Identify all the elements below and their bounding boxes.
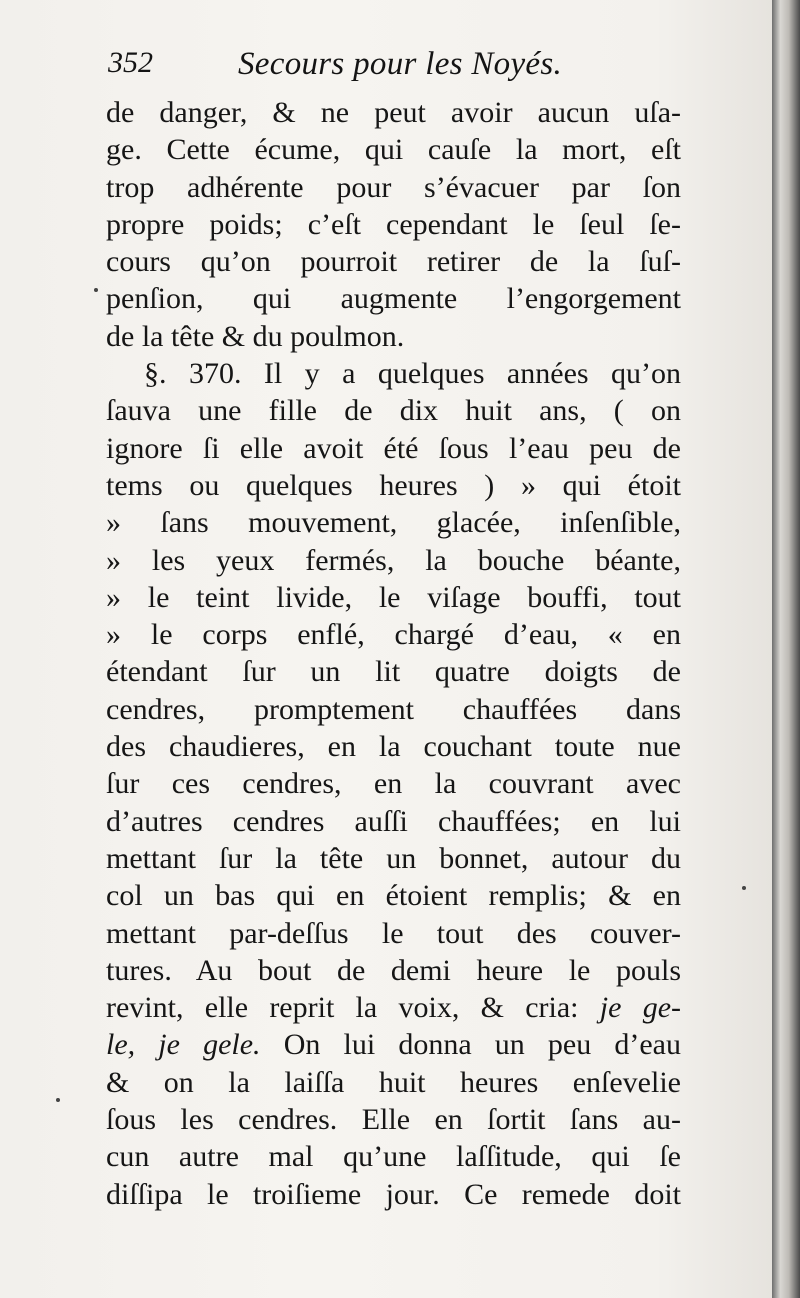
text-line: » le corps enflé, chargé d’eau, « en — [106, 618, 681, 652]
text-line: ſur ces cendres, en la couvrant avec — [106, 767, 681, 801]
text-line: tems ou quelques heures ) » qui étoit — [106, 468, 681, 502]
ink-speck — [94, 288, 98, 292]
text-line: mettant par-deſſus le tout des couver- — [106, 916, 681, 950]
running-head: Secours pour les Noyés. — [238, 46, 563, 82]
text-line: ſous les cendres. Elle en ſortit ſans au- — [106, 1103, 681, 1137]
ink-speck — [56, 1098, 60, 1102]
text-line: col un bas qui en étoient remplis; & en — [106, 879, 681, 913]
text-line: cendres, promptement chauffées dans — [106, 692, 681, 726]
text-line-with-italic — [106, 989, 681, 1026]
text-line: » le teint livide, le viſage bouffi, tout — [106, 580, 681, 614]
text-line: cun autre mal qu’une laſſitude, qui ſe — [106, 1140, 681, 1174]
text-line: ge. Cette écume, qui cauſe la mort, eſt — [106, 133, 681, 167]
text-line: d’autres cendres auſſi chauffées; en lui — [106, 804, 681, 838]
page-number: 352 — [108, 46, 153, 79]
text-line: cours qu’on pourroit retirer de la ſuſ- — [106, 245, 681, 279]
text-line-with-italic — [106, 1026, 681, 1063]
body-text — [106, 94, 681, 1213]
italic-segment: le, je gele. — [106, 1028, 261, 1062]
text-line: » les yeux fermés, la bouche béante, — [106, 543, 681, 577]
text-line: de danger, & ne peut avoir aucun uſa- — [106, 96, 681, 129]
text-line: de la tête & du poulmon. — [106, 319, 405, 353]
text-line: mettant ſur la tête un bonnet, autour du — [106, 841, 681, 875]
text-line: » ſans mouvement, glacée, inſenſible, — [106, 506, 681, 540]
text-segment: On lui donna un peu d’eau — [260, 1028, 681, 1062]
page-header — [108, 46, 668, 92]
text-line: & on la laiſſa huit heures enſevelie — [106, 1065, 681, 1099]
text-line: trop adhérente pour s’évacuer par ſon — [106, 170, 681, 204]
ink-speck — [742, 886, 746, 890]
text-line: ignore ſi elle avoit été ſous l’eau peu de — [106, 431, 681, 465]
text-segment: revint, elle reprit la voix, & cria: — [106, 991, 579, 1025]
text-line: ſauva une fille de dix huit ans, ( on — [106, 394, 681, 428]
text-line: tures. Au bout de demi heure le pouls — [106, 953, 681, 987]
text-line: étendant ſur un lit quatre doigts de — [106, 655, 681, 689]
text-line: diſſipa le troiſieme jour. Ce remede doit — [106, 1177, 681, 1211]
text-line: des chaudieres, en la couchant toute nue — [106, 730, 681, 764]
italic-segment: je ge- — [599, 991, 681, 1025]
text-line: penſion, qui augmente l’engorgement — [106, 282, 681, 316]
book-spine-edge — [772, 0, 800, 1298]
text-line: propre poids; c’eſt cependant le ſeul ſe- — [106, 207, 681, 241]
paragraph-start-line: §. 370. Il y a quelques années qu’on — [144, 357, 681, 391]
